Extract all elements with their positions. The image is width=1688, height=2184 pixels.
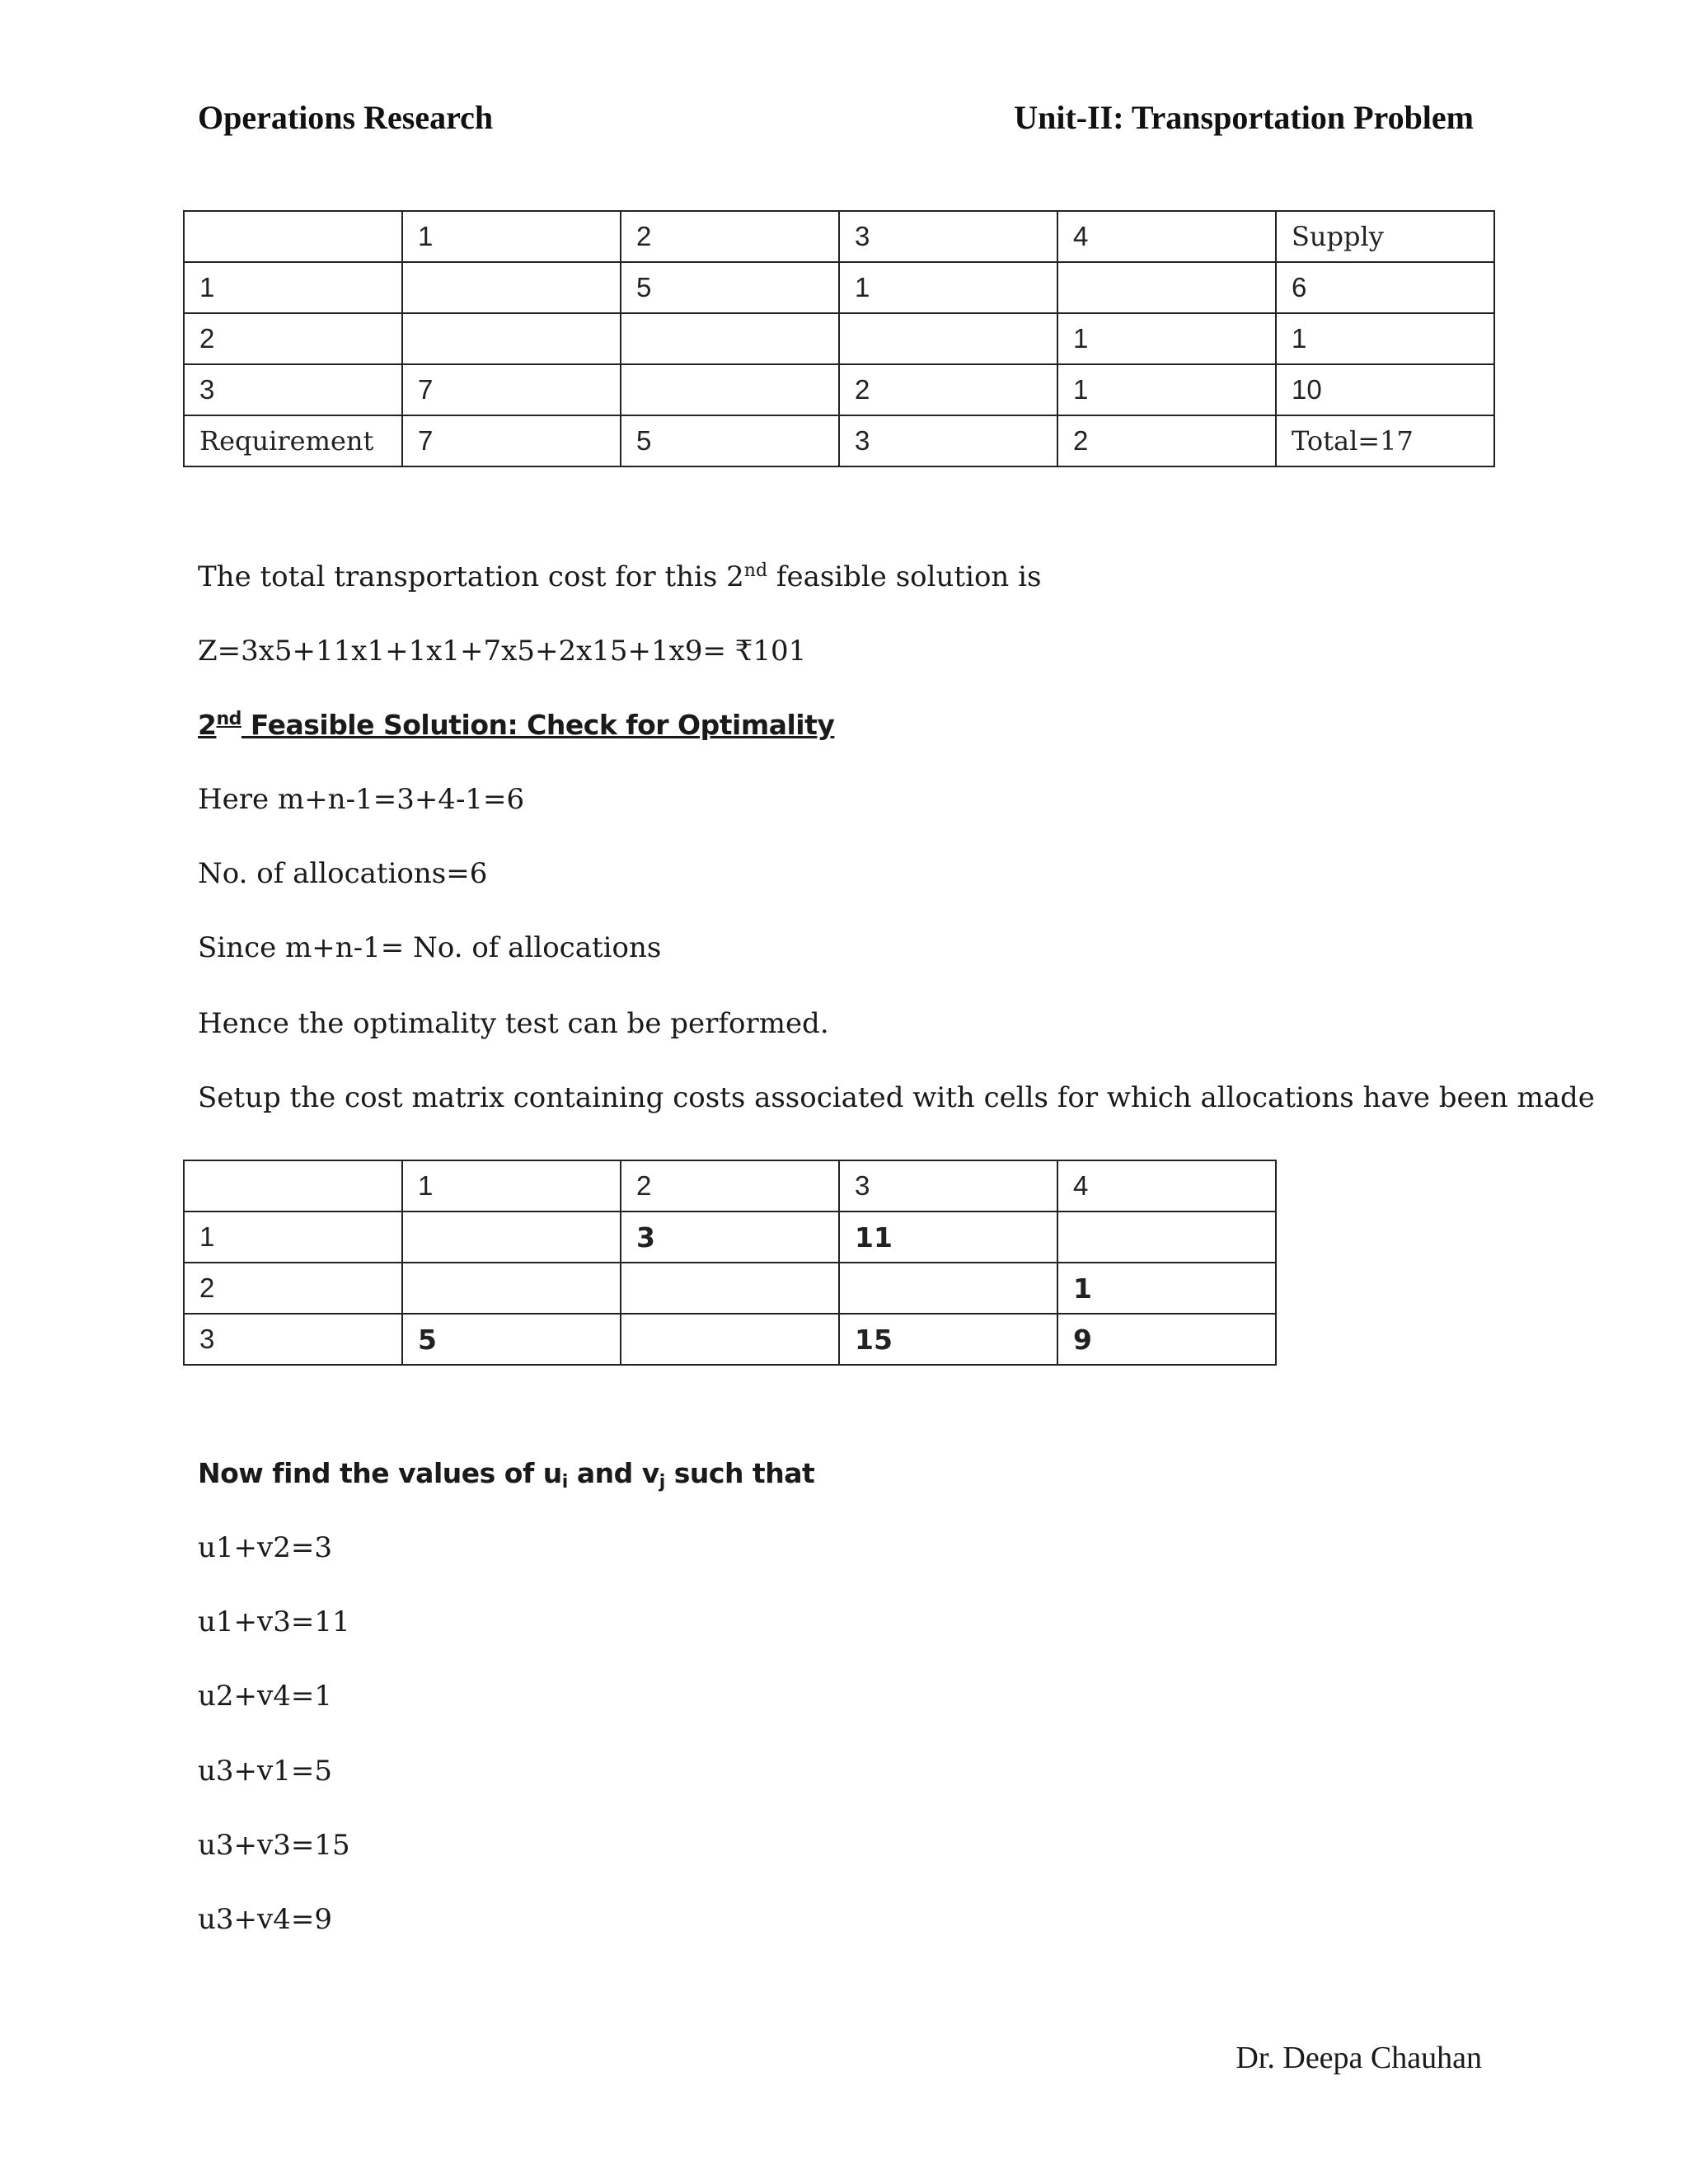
table-cell: 3 <box>839 211 1057 262</box>
equation-line: u3+v1=5 <box>198 1755 332 1788</box>
table-cell <box>839 313 1057 364</box>
table-cell: 1 <box>1276 313 1494 364</box>
table-row <box>184 364 1494 415</box>
table-cell: 5 <box>621 262 839 313</box>
table-cell <box>402 262 621 313</box>
table-cell: 5 <box>402 1314 621 1365</box>
allocations-line: No. of allocations=6 <box>198 857 488 890</box>
table-row <box>184 262 1494 313</box>
table-cell: 1 <box>402 211 621 262</box>
table-row <box>184 1263 1276 1314</box>
z-equation: Z=3x5+11x1+1x1+7x5+2x15+1x9= ₹101 <box>198 635 807 668</box>
table-row <box>184 415 1494 466</box>
table-cell <box>621 313 839 364</box>
cost-intro-text-end: feasible solution is <box>767 560 1042 593</box>
table-cell: 7 <box>402 415 621 466</box>
table-cell <box>402 313 621 364</box>
table-cell: Supply <box>1276 211 1494 262</box>
table-row <box>184 1212 1276 1263</box>
table-cell: 6 <box>1276 262 1494 313</box>
table-cell: 7 <box>402 364 621 415</box>
table-cell: 2 <box>184 313 402 364</box>
table-cell: 1 <box>839 262 1057 313</box>
table-cell: 9 <box>1057 1314 1276 1365</box>
table-cell <box>839 1263 1057 1314</box>
cost-intro-text: The total transportation cost for this 2 <box>198 560 744 593</box>
table-cell: 1 <box>184 1212 402 1263</box>
since-line: Since m+n-1= No. of allocations <box>198 931 662 964</box>
table-cell: 4 <box>1057 1160 1276 1212</box>
setup-line: Setup the cost matrix containing costs associated with cells for which allocations have been made <box>198 1081 1595 1114</box>
find-values-heading <box>198 1455 814 1492</box>
allocation-table <box>183 210 1495 467</box>
table-cell: 1 <box>402 1160 621 1212</box>
table-cell <box>621 1314 839 1365</box>
equation-line: u3+v4=9 <box>198 1903 332 1936</box>
table-cell <box>621 364 839 415</box>
m-n-line: Here m+n-1=3+4-1=6 <box>198 783 525 816</box>
find-text-end: such that <box>664 1457 815 1489</box>
table-cell: 1 <box>1057 1263 1276 1314</box>
table-cell: 3 <box>839 1160 1057 1212</box>
header-unit: Unit-II: Transportation Problem <box>1014 99 1474 136</box>
table-cell <box>1057 1212 1276 1263</box>
find-text: Now find the values of u <box>198 1457 562 1489</box>
cost-intro-superscript: nd <box>743 560 768 581</box>
table-cell: 3 <box>839 415 1057 466</box>
table-header-row <box>184 211 1494 262</box>
equation-line: u1+v3=11 <box>198 1605 350 1638</box>
table-cell <box>1057 262 1276 313</box>
table-cell: 2 <box>184 1263 402 1314</box>
table-row <box>184 313 1494 364</box>
table-cell: 2 <box>621 211 839 262</box>
table-cell: 10 <box>1276 364 1494 415</box>
table-cell <box>621 1263 839 1314</box>
heading-superscript: nd <box>216 709 241 729</box>
table-cell: 5 <box>621 415 839 466</box>
table-cell: 1 <box>184 262 402 313</box>
equation-line: u1+v2=3 <box>198 1531 332 1564</box>
subscript-j: j <box>659 1472 665 1493</box>
table-cell: 15 <box>839 1314 1057 1365</box>
table-cell <box>402 1263 621 1314</box>
equation-line: u3+v3=15 <box>198 1829 350 1862</box>
table-row <box>184 1314 1276 1365</box>
heading-number: 2 <box>198 709 217 741</box>
table-cell: 3 <box>184 1314 402 1365</box>
footer-author: Dr. Deepa Chauhan <box>1236 2041 1482 2075</box>
table-cell <box>184 1160 402 1212</box>
table-cell: 2 <box>1057 415 1276 466</box>
find-text-mid: and v <box>567 1457 659 1489</box>
table-cell: 1 <box>1057 313 1276 364</box>
table-cell: 4 <box>1057 211 1276 262</box>
cost-table <box>183 1160 1277 1366</box>
hence-line: Hence the optimality test can be performed. <box>198 1007 829 1040</box>
equation-line: u2+v4=1 <box>198 1680 332 1713</box>
table-cell: 11 <box>839 1212 1057 1263</box>
table-header-row <box>184 1160 1276 1212</box>
table-cell <box>402 1212 621 1263</box>
table-cell: 3 <box>621 1212 839 1263</box>
table-cell: 3 <box>184 364 402 415</box>
table-cell: 2 <box>621 1160 839 1212</box>
table-cell: Requirement <box>184 415 402 466</box>
section-heading <box>198 707 834 743</box>
table-cell: 2 <box>839 364 1057 415</box>
table-cell: Total=17 <box>1276 415 1494 466</box>
table-cell <box>184 211 402 262</box>
subscript-i: i <box>561 1472 568 1493</box>
cost-intro <box>198 559 1041 595</box>
heading-text: Feasible Solution: Check for Optimality <box>241 709 835 741</box>
table-cell: 1 <box>1057 364 1276 415</box>
header-subject: Operations Research <box>198 99 494 136</box>
